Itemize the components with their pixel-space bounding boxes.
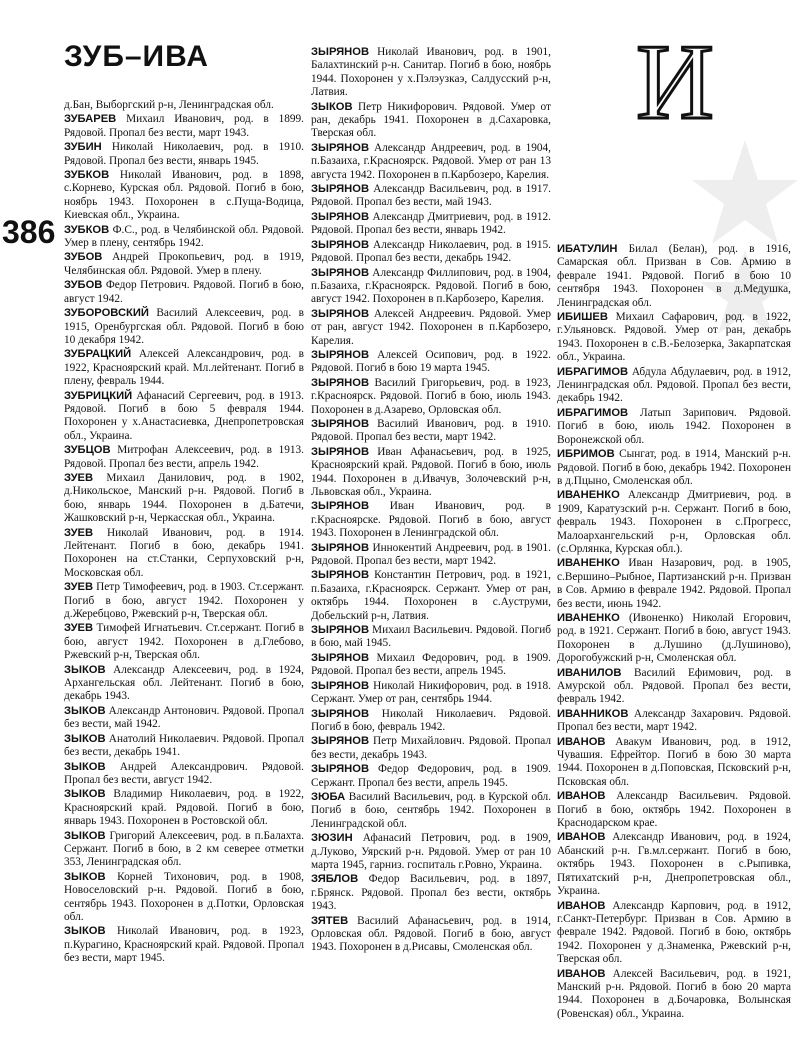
- entry-details: Александр Антонович. Рядовой. Пропал без вести, май 1942.: [64, 704, 304, 731]
- entry-details: Александр Дмитриевич, род. в 1909, Каратузский р-н. Сержант. Погиб в бою, февраль 1943. Похоронен в с.Прогресс, Малоархангельский р-н, Орловская обл. (с.Орлянка, Курская обл.).: [557, 489, 791, 555]
- entry-details: Петр Михайлович. Рядовой. Пропал без вести, декабрь 1943.: [311, 735, 551, 761]
- entry-details: Абдула Абдулаевич, род. в 1912, Ленинградская обл. Рядовой. Пропал без вести, декабрь 1942.: [557, 365, 791, 405]
- entry-surname: ИВАНОВ: [557, 831, 606, 844]
- entry-surname: ИБРИМОВ: [557, 448, 615, 461]
- entry-surname: ЗУБИН: [64, 141, 102, 154]
- entry-details: Николай Иванович, род. в 1923, п.Курагино, Красноярский край. Рядовой. Пропал без вести, март 1945.: [64, 925, 304, 965]
- entry-surname: ЗУБОРОВСКИЙ: [64, 307, 149, 320]
- entry-details: Михаил Сафарович, род. в 1922, г.Ульяновск. Рядовой. Умер от ран, декабрь 1943. Похоронен в с.В.-Белозерка, Закарпатская обл., Украина.: [557, 311, 791, 364]
- entry: [64, 279, 304, 306]
- entry-details: Федор Петрович. Рядовой. Погиб в бою, август 1942.: [64, 279, 304, 305]
- entry-surname: ЗЫРЯНОВ: [311, 417, 370, 430]
- entry: [311, 101, 551, 141]
- entry-surname: ЗЫКОВ: [64, 663, 106, 676]
- entry-details: Василий Алексеевич, род. в 1915, Оренбургская обл. Рядовой. Погиб в бою 10 декабря 1942.: [64, 307, 304, 346]
- entry-details: Ф.С., род. в Челябинской обл. Рядовой. Умер в плену, сентябрь 1942.: [64, 223, 304, 250]
- entry: [311, 680, 551, 707]
- entry-surname: ЗУЕВ: [64, 581, 94, 594]
- entry-details: Александр Васильевич, род. в 1917. Рядовой. Пропал без вести, май 1943.: [311, 183, 552, 209]
- entry: [311, 569, 551, 623]
- entry-surname: ИВАНЕНКО: [557, 489, 620, 502]
- entry-surname: ИВАНОВ: [557, 790, 606, 803]
- entry-surname: ИВАНОВ: [557, 899, 606, 912]
- entry-surname: ИБИШЕВ: [557, 311, 608, 324]
- entry-surname: ЗУБЦОВ: [64, 444, 111, 457]
- entry: [557, 489, 791, 556]
- entry-details: Иннокентий Андреевич, род. в 1901. Рядовой. Пропал без вести, март 1942.: [311, 541, 551, 568]
- entry-surname: ЗУБКОВ: [64, 169, 110, 182]
- entry-details: Иван Назарович, род. в 1905, с.Вершино–Рыбное, Партизанский р-н. Призван в Сов. Армию в феврале 1942. Рядовой. Пропал без вести, июнь 1942.: [557, 557, 792, 610]
- entry-surname: ИВАНОВ: [557, 967, 606, 980]
- entry-details: Александр Алексеевич, род. в 1924, Архангельская обл. Лейтенант. Погиб в бою, декабрь 1943.: [64, 663, 304, 703]
- entry: [311, 211, 551, 238]
- entry: [64, 113, 304, 140]
- entry-details: Михаил Иванович, род. в 1899. Рядовой. Пропал без вести, март 1943.: [64, 113, 304, 139]
- entry-details: Иван Иванович, род. в г.Красноярске. Рядовой. Погиб в бою, август 1943. Похоронен в Ленинградской обл.: [311, 500, 551, 540]
- entry: [311, 542, 551, 569]
- entry-details: Александр Васильевич. Рядовой. Погиб в бою, октябрь 1942. Похоронен в Краснодарском крае.: [557, 790, 791, 830]
- entry-details: Василий Иванович, род. в 1910. Рядовой. Пропал без вести, март 1942.: [311, 417, 551, 444]
- entry: [311, 267, 551, 307]
- entry-details: Алексей Осипович, род. в 1922. Рядовой. Погиб в бою 19 марта 1945.: [311, 348, 551, 375]
- entry-details: Александр Карпович, род. в 1912, г.Санкт-Петербург. Призван в Сов. Армию в феврале 1942. Рядовой. Погиб в бою, октябрь 1942. Похоронен у д.Знаменка, Ржевский р-н, Тверская обл.: [557, 899, 791, 966]
- entry-surname: ЗУЕВ: [64, 622, 94, 635]
- entry-surname: ЗЫРЯНОВ: [311, 210, 370, 223]
- entry: [557, 736, 791, 790]
- entry: [311, 652, 551, 679]
- entry: [311, 239, 551, 266]
- entry-details: Николай Иванович, род. в 1898, с.Корнево, Курская обл. Рядовой. Погиб в бою, ноябрь 1943. Похоронен в с.Пуща-Водица, Киевская обл., Украина.: [64, 169, 304, 222]
- entry-details: Петр Никифорович. Рядовой. Умер от ран, декабрь 1941. Похоронен в д.Сахаровка, Тверская обл.: [311, 100, 551, 140]
- entry: [311, 418, 551, 445]
- column-3: [557, 243, 791, 1022]
- entry-surname: ЗЫРЯНОВ: [311, 763, 370, 776]
- entry: [64, 307, 304, 347]
- entry: [64, 251, 304, 278]
- entry-surname: ЗЫРЯНОВ: [311, 500, 370, 513]
- entry-details: Анатолий Николаевич. Рядовой. Пропал без вести, декабрь 1941.: [64, 732, 304, 759]
- entry-surname: ЗЫРЯНОВ: [311, 707, 370, 720]
- entry-details: Михаил Васильевич. Рядовой. Погиб в бою, май 1945.: [311, 624, 551, 650]
- entry-details: Александр Андреевич, род. в 1904, п.Базаиха, г.Красноярск. Рядовой. Умер от ран 13 августа 1942. Похоронен в п.Карбозеро, Карелия.: [311, 141, 551, 181]
- entry-surname: ЗУБКОВ: [64, 223, 110, 236]
- entry: [311, 46, 551, 100]
- entry: [311, 624, 551, 651]
- entry-details: Михаил Федорович, род. в 1909. Рядовой. Пропал без вести, апрель 1945.: [311, 651, 552, 678]
- entry-details: Василий Ефимович, род. в Амурской обл. Рядовой. Пропал без вести, февраль 1942.: [557, 666, 791, 706]
- entry: [311, 763, 551, 790]
- entry-surname: ЗЮБА: [311, 790, 346, 803]
- entry-details: Василий Григорьевич, род. в 1923, г.Красноярск. Рядовой. Погиб в бою, июль 1943. Похоронен в д.Азарево, Орловская обл.: [311, 376, 551, 416]
- entry-details: (Ивоненко) Николай Егорович, род. в 1921. Сержант. Погиб в бою, август 1943. Похоронен в д.Лушино (д.Лушиново), Дорогобужский р-н, Смоленская обл.: [557, 611, 791, 665]
- entry: [64, 444, 304, 471]
- entry-details: Андрей Александрович. Рядовой. Пропал без вести, август 1942.: [64, 760, 305, 786]
- entry-surname: ЗЫРЯНОВ: [311, 735, 370, 748]
- entry: [311, 708, 551, 735]
- entry: [64, 581, 304, 621]
- entry-surname: ИВАНИЛОВ: [557, 666, 622, 679]
- entry-details: Алексей Васильевич, род. в 1921, Манский р-н. Рядовой. Погиб в бою 20 марта 1944. Похоронен в д.Бочаровка, Волынская (Ровенская) обл., Украина.: [557, 967, 791, 1020]
- entry-surname: ЗЫРЯНОВ: [311, 307, 370, 320]
- entry-details: Александр Захарович. Рядовой. Пропал без вести, март 1942.: [557, 707, 791, 734]
- entry: [557, 448, 791, 488]
- entry: [64, 925, 304, 965]
- entry-surname: ЗЯБЛОВ: [311, 873, 359, 886]
- entry-surname: ЗЮЗИН: [311, 832, 353, 845]
- entry-details: Федор Федорович, род. в 1909. Сержант. Пропал без вести, апрель 1945.: [311, 763, 551, 789]
- entry-details: Петр Тимофеевич, род. в 1903. Ст.сержант. Погиб в бою, август 1942. Похоронен у д.Жеребцово, Ржевский р-н, Тверская обл.: [64, 581, 304, 621]
- entry-details: Иван Афанасьевич, род. в 1925, Красноярский край. Рядовой. Погиб в бою, июль 1944. Похоронен в д.Ивачув, Золочевский р-н, Львовская обл., Украина.: [311, 445, 551, 498]
- entry: [311, 500, 551, 540]
- entry-surname: ЗЫРЯНОВ: [311, 376, 370, 389]
- entry-surname: ЗЫРЯНОВ: [311, 569, 370, 582]
- entry-surname: ЗЫКОВ: [64, 704, 106, 717]
- entry-details: Федор Васильевич, род. в 1897, г.Брянск. Рядовой. Пропал без вести, октябрь 1943.: [311, 873, 551, 913]
- entry-details: Александр Дмитриевич, род. в 1912. Рядовой. Пропал без вести, январь 1942.: [311, 210, 551, 237]
- entry: [557, 612, 791, 666]
- entry: [64, 761, 304, 788]
- entry: [311, 915, 551, 955]
- entry-surname: ЗУЕВ: [64, 471, 94, 484]
- entry-surname: ЗЫРЯНОВ: [311, 624, 370, 637]
- entry-details: Алексей Александрович, род. в 1922, Красноярский край. Мл.лейтенант. Погиб в плену, февраль 1944.: [64, 348, 304, 388]
- entry-details: Билал (Белан), род. в 1916, Самарская обл. Призван в Сов. Армию в феврале 1941. Рядовой. Погиб в бою 10 сентября 1943. Похоронен в д.Медушка, Ленинградская обл.: [557, 243, 792, 309]
- entry: [311, 832, 551, 872]
- entry-surname: ЗУБОВ: [64, 251, 103, 264]
- entry-surname: ИБРАГИМОВ: [557, 365, 629, 378]
- entry-surname: ЗЫКОВ: [64, 788, 106, 801]
- entry-surname: ЗУБРИЦКИЙ: [64, 389, 133, 402]
- entry-surname: ЗЫРЯНОВ: [311, 651, 370, 664]
- entry-details: Афанасий Петрович, род. в 1909, д.Луково, Уярский р-н. Рядовой. Умер от ран 10 марта 1945, гарниз. госпиталь г.Ровно, Украина.: [311, 832, 552, 871]
- entry: [64, 622, 304, 662]
- entry-surname: ЗЫРЯНОВ: [311, 445, 370, 458]
- entry-surname: ЗЫКОВ: [64, 829, 106, 842]
- entry: [64, 788, 304, 828]
- entry-details: Александр Николаевич, род. в 1915. Рядовой. Пропал без вести, декабрь 1942.: [311, 238, 552, 265]
- page-number: 386: [2, 214, 56, 250]
- entry-surname: ЗЫРЯНОВ: [311, 541, 370, 554]
- column-1: [64, 99, 304, 967]
- entry: [557, 311, 791, 365]
- entry: [311, 446, 551, 500]
- entry: [64, 169, 304, 223]
- entry-surname: ЗУЕВ: [64, 526, 94, 539]
- section-letter-i: [630, 30, 720, 126]
- entry-details: Василий Афанасьевич, род. в 1914, Орловская обл. Рядовой. Погиб в бою, август 1943. Похоронен в д.Рисавы, Смоленская обл.: [311, 914, 552, 954]
- entry-surname: ЗУБРАЦКИЙ: [64, 348, 132, 361]
- entry-details: Афанасий Сергеевич, род. в 1913. Рядовой. Погиб в бою 5 февраля 1944. Похоронен у х.Анастасиевка, Днепропетровская обл., Украина.: [64, 389, 304, 442]
- entry: [64, 733, 304, 760]
- entry-surname: ИВАНОВ: [557, 735, 606, 748]
- entry: [311, 183, 551, 210]
- entry-details: Корней Тихонович, род. в 1908, Новоселовский р-н. Рядовой. Погиб в бою, сентябрь 1943. Похоронен в д.Потки, Орловская обл.: [64, 870, 304, 923]
- entry-surname: ЗЯТЕВ: [311, 914, 349, 927]
- entry-details: Латып Зарипович. Рядовой. Погиб в бою, июль 1942. Похоронен в Воронежской обл.: [557, 406, 791, 446]
- entry-surname: ЗЫРЯНОВ: [311, 141, 370, 154]
- entry-details: Митрофан Алексеевич, род. в 1913. Рядовой. Пропал без вести, апрель 1942.: [64, 444, 304, 470]
- entry-surname: ИВАНЕНКО: [557, 557, 620, 570]
- entry-details: д.Бан, Выборгский р-н, Ленинградская обл.: [64, 99, 274, 111]
- entry: [64, 871, 304, 925]
- entry: [557, 968, 791, 1022]
- entry: [64, 224, 304, 251]
- entry: [64, 472, 304, 526]
- entry-surname: ЗЫКОВ: [64, 760, 106, 773]
- entry-surname: ЗЫКОВ: [64, 870, 106, 883]
- entry: [311, 791, 551, 831]
- entry-details: Николай Иванович, род. в 1914. Лейтенант. Погиб в бою, декабрь 1941. Похоронен на ст.Станки, Серпуховский р-н, Московская обл.: [64, 526, 304, 579]
- entry: [557, 900, 791, 967]
- entry: [557, 708, 791, 735]
- entry-details: Николай Иванович, род. в 1901, Балахтинский р-н. Санитар. Погиб в бою, ноябрь 1944. Похоронен у х.Пэлэузкаэ, Салдусский р-н, Латвия.: [311, 46, 551, 99]
- entry-surname: ЗЫРЯНОВ: [311, 238, 370, 251]
- entry-surname: ЗЫКОВ: [311, 100, 353, 113]
- entry: [64, 705, 304, 732]
- entry: [557, 366, 791, 406]
- entry-details: Василий Васильевич, род. в Курской обл. Погиб в бою, сентябрь 1942. Похоронен в Ленинградской обл.: [311, 790, 551, 830]
- entry: [64, 390, 304, 444]
- entry: [64, 348, 304, 388]
- entry-surname: ЗЫРЯНОВ: [311, 679, 370, 692]
- entry-surname: ЗУБОВ: [64, 279, 103, 292]
- entry-surname: ЗЫРЯНОВ: [311, 46, 370, 58]
- entry: [311, 377, 551, 417]
- entry-surname: ЗЫРЯНОВ: [311, 183, 370, 196]
- entry: [557, 790, 791, 830]
- entry: [311, 142, 551, 182]
- entry-surname: ИБРАГИМОВ: [557, 406, 629, 419]
- entry-surname: ИВАННИКОВ: [557, 707, 629, 720]
- entry-details: Алексей Андреевич. Рядовой. Умер от ран, август 1942. Похоронен в п.Карбозеро, Карелия.: [311, 307, 551, 347]
- entry: [557, 557, 791, 611]
- entry-details: Константин Петрович, род. в 1921, п.Базаиха, г.Красноярск. Сержант. Умер от ран, октябрь 1944. Похоронен в с.Ауструми, Добельский р-н, Латвия.: [311, 569, 551, 622]
- entry-surname: ЗЫРЯНОВ: [311, 266, 370, 279]
- column-2: [311, 46, 551, 956]
- entry: [64, 141, 304, 168]
- entry-surname: ЗЫКОВ: [64, 925, 106, 938]
- section-letter-text: И: [636, 30, 714, 126]
- entry-details: Александр Филлипович, род. в 1904, п.Базаиха, г.Красноярск. Рядовой. Погиб в бою, август 1942. Похоронен в п.Карбозеро, Карелия.: [311, 266, 551, 306]
- entry-surname: ИВАНЕНКО: [557, 611, 620, 624]
- entry: [557, 667, 791, 707]
- entry-surname: ЗЫКОВ: [64, 732, 106, 745]
- entry: [557, 831, 791, 898]
- entry-details: Николай Николаевич, род. в 1910. Рядовой. Пропал без вести, январь 1945.: [64, 141, 305, 167]
- entry-details: Александр Иванович, род. в 1924, Абанский р-н. Гв.мл.сержант. Погиб в бою, октябрь 1943. Похоронен в с.Рыпивка, Пятихатский р-н, Днепропетровская обл., Украина.: [557, 831, 792, 898]
- entry: [557, 407, 791, 447]
- entry-details: Николай Николаевич. Рядовой. Погиб в бою, февраль 1942.: [311, 707, 551, 733]
- entry: [64, 664, 304, 704]
- entry-details: Авакум Иванович, род. в 1912, Чувашия. Ефрейтор. Погиб в бою 30 марта 1944. Похоронен в д.Поповская, Псковский р-н, Псковская обл.: [557, 735, 791, 788]
- entry: [311, 349, 551, 376]
- entry: [311, 873, 551, 913]
- entry-surname: ЗЫРЯНОВ: [311, 348, 370, 361]
- entry: [64, 99, 304, 112]
- entry-details: Андрей Прокопьевич, род. в 1919, Челябинская обл. Рядовой. Умер в плену.: [64, 251, 304, 277]
- entry-details: Михаил Данилович, род. в 1902, д.Никольское, Манский р-н. Рядовой. Погиб в бою, январь 1944. Похоронен в д.Батечи, Жашковский р-н, Черкасская обл., Украина.: [64, 471, 304, 525]
- entry-surname: ИБАТУЛИН: [557, 243, 618, 255]
- entry: [64, 527, 304, 581]
- entry-details: Владимир Николаевич, род. в 1922, Красноярский край. Рядовой. Погиб в бою, январь 1943. Похоронен в Ростовской обл.: [64, 788, 304, 828]
- entry: [64, 830, 304, 870]
- entry: [311, 735, 551, 762]
- entry-details: Николай Никифорович, род. в 1918. Сержант. Умер от ран, сентябрь 1944.: [311, 679, 551, 706]
- running-head: ЗУБ–ИВА: [64, 40, 209, 73]
- entry-details: Григорий Алексеевич, род. в п.Балахта. Сержант. Погиб в бою, в 2 км северее отметки 353, Ленинградская обл.: [64, 829, 304, 869]
- entry-surname: ЗУБАРЕВ: [64, 113, 117, 126]
- entry-details: Сынгат, род. в 1914, Манский р-н. Рядовой. Погиб в бою, декабрь 1942. Похоронен в д.Пцыно, Смоленская обл.: [557, 448, 791, 487]
- entry: [557, 243, 791, 310]
- entry: [311, 308, 551, 348]
- entry-details: Тимофей Игнатьевич. Ст.сержант. Погиб в бою, август 1942. Похоронен в д.Глебово, Ржевский р-н, Тверская обл.: [64, 622, 304, 662]
